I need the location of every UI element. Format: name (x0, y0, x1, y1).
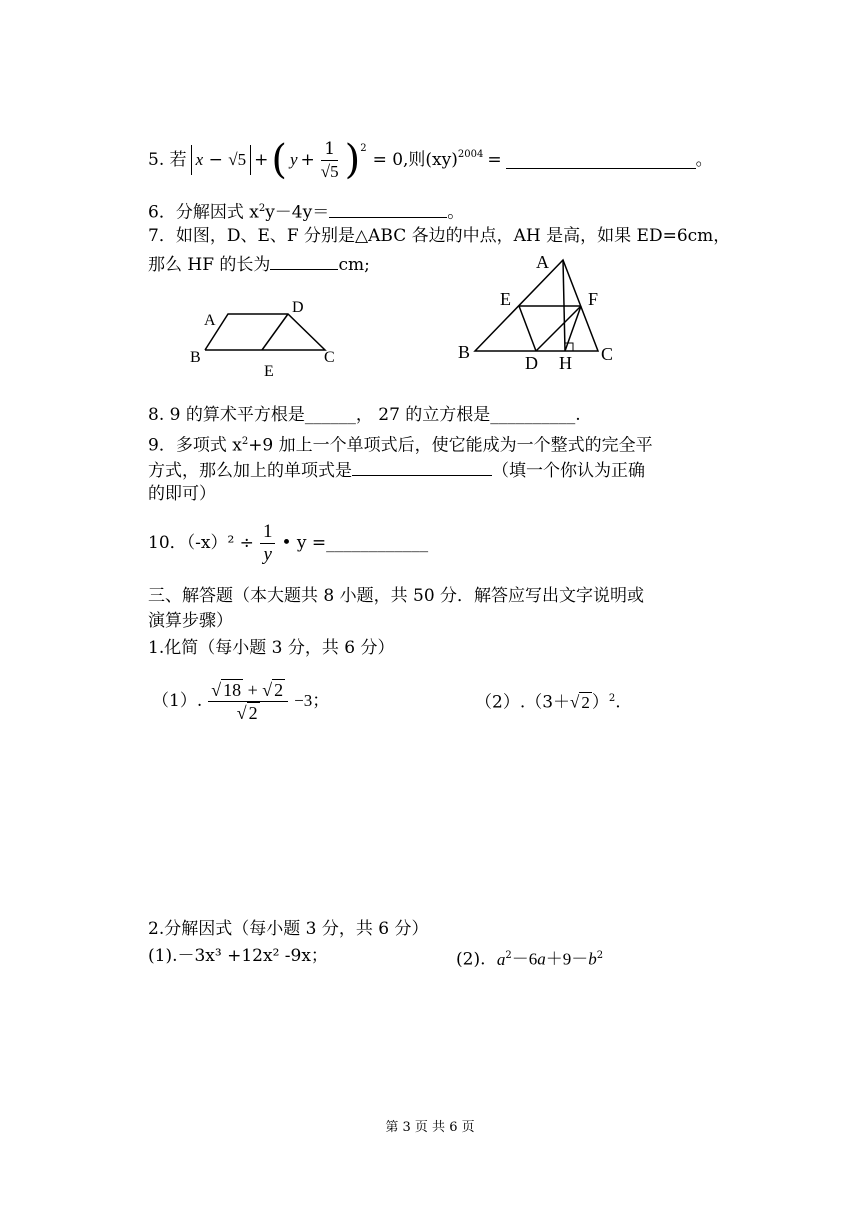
q7-answer-blank[interactable] (270, 252, 338, 270)
p2b-sup2: 2 (596, 950, 604, 961)
sqrt5: √5 (228, 150, 247, 169)
fraction-1-sqrt5 (318, 138, 342, 183)
plus-sign-2: + (300, 150, 315, 170)
var-a2: a (537, 949, 546, 969)
q7-suffix: cm; (338, 255, 370, 275)
p1a-tail: −3； (294, 691, 330, 710)
p1b-label: （2）.（3＋ (475, 692, 571, 713)
q5-suffix: = 0,则(xy) (372, 150, 458, 170)
label-D: D (525, 353, 538, 373)
plus-sign: + (254, 150, 269, 170)
abs-expression (191, 145, 251, 175)
var-y: y (289, 150, 298, 169)
var-x: x (195, 150, 204, 169)
q5-end: 。 (695, 150, 713, 170)
problem-1b (475, 688, 621, 714)
label-C: C (324, 349, 335, 366)
label-B: B (458, 342, 471, 362)
page-footer: 第 3 页 共 6 页 (385, 1120, 475, 1135)
p2b-mid2: ＋9－ (545, 949, 589, 969)
q9-b: +9 加上一个单项式后，使它能成为一个整式的完全平 (248, 435, 653, 456)
minus-sign: − (208, 150, 223, 170)
question-7-line1: 7．如图，D、E、F 分别是△ABC 各边的中点，AH 是高，如果 ED=6cm， (148, 226, 731, 246)
plus: + (247, 679, 258, 700)
q7-prefix: 那么 HF 的长为 (148, 255, 271, 275)
figure-triangle (455, 248, 625, 378)
q6-answer-blank[interactable] (329, 200, 447, 218)
question-7-line2 (148, 252, 370, 276)
question-8: 8. 9 的算术平方根是______， 27 的立方根是__________. (148, 405, 581, 425)
q5-exponent: 2004 (457, 149, 484, 160)
q9-sup: 2 (241, 436, 249, 447)
frac-den: √5 (320, 161, 339, 181)
q6-text2: y－4y＝ (265, 202, 330, 223)
question-9-line3: 的即可） (148, 484, 216, 504)
segment-fd (536, 306, 581, 351)
sqrt-18: 18 (223, 679, 242, 700)
p1b-end: . (615, 692, 621, 713)
q5-prefix: 5. 若 (148, 150, 187, 170)
figure-trapezoid (180, 290, 350, 385)
label-C: C (601, 344, 614, 364)
square-exp: 2 (360, 142, 367, 154)
q6-text: 6．分解因式 x (148, 202, 259, 223)
frac-num: 1 (321, 138, 338, 161)
label-E: E (500, 289, 511, 309)
section3-line2: 演算步骤） (148, 611, 233, 631)
label-A: A (204, 312, 216, 329)
label-H: H (559, 353, 572, 373)
question-10 (148, 518, 428, 568)
q10-fraction (260, 521, 276, 566)
sqrt-2-b: 2 (581, 692, 590, 712)
problem-2-title: 2.分解因式（每小题 3 分，共 6 分） (148, 919, 429, 939)
q10-suffix: • y =____________ (281, 533, 429, 553)
problem-1-title: 1.化简（每小题 3 分，共 6 分） (148, 638, 395, 658)
p1b-sqrt: √ 2 (570, 692, 590, 712)
q10-num: 1 (260, 521, 276, 544)
sqrt-2-den: 2 (248, 702, 258, 723)
p2b-sup1: 2 (505, 950, 512, 961)
segment-de (262, 314, 288, 350)
p1b-sup: 2 (608, 693, 616, 704)
segment-ed (519, 306, 536, 351)
problem-1a (152, 670, 329, 732)
sqrt-2: 2 (274, 679, 284, 700)
q10-prefix: 10．（-x）² ÷ (148, 533, 254, 553)
p2b-label: (2). (456, 949, 486, 970)
p1a-label: （1）. (152, 691, 203, 711)
p1b-tail: ） (591, 692, 609, 713)
q5-eq: = (487, 150, 502, 170)
altitude-ah (563, 260, 565, 351)
p1a-fraction (208, 679, 288, 724)
question-5 (148, 137, 713, 183)
question-9-line1 (148, 431, 653, 457)
paren-expression: ( y + $\frac{1}{√5}$ ) $^2$ (271, 137, 367, 183)
question-9-line2 (148, 458, 645, 482)
q9-a: 9．多项式 x (148, 435, 242, 456)
label-E: E (264, 363, 274, 380)
label-A: A (536, 252, 549, 272)
p1a-numerator: √ 18 + √ 2 (208, 679, 288, 702)
p1a-denominator: √ 2 (236, 702, 258, 723)
var-b: b (588, 949, 597, 969)
q10-den: y (263, 543, 272, 565)
question-6 (148, 198, 464, 224)
var-a: a (496, 949, 506, 969)
section3-line1: 三、解答题（本大题共 8 小题，共 50 分．解答应写出文字说明或 (148, 586, 645, 606)
q9-prefix: 方式，那么加上的单项式是 (148, 461, 352, 481)
problem-2b (456, 945, 603, 971)
q9-answer-blank[interactable] (352, 458, 492, 476)
q6-end: 。 (447, 202, 465, 223)
p2b-mid: －6 (511, 949, 538, 969)
q5-answer-blank[interactable] (506, 151, 696, 169)
problem-2a: (1).－3x³ +12x² -9x； (148, 946, 328, 966)
label-F: F (588, 289, 599, 309)
q9-suffix: （填一个你认为正确 (492, 461, 645, 481)
label-B: B (190, 349, 201, 366)
q6-sup: 2 (258, 203, 266, 214)
label-D: D (292, 299, 304, 316)
